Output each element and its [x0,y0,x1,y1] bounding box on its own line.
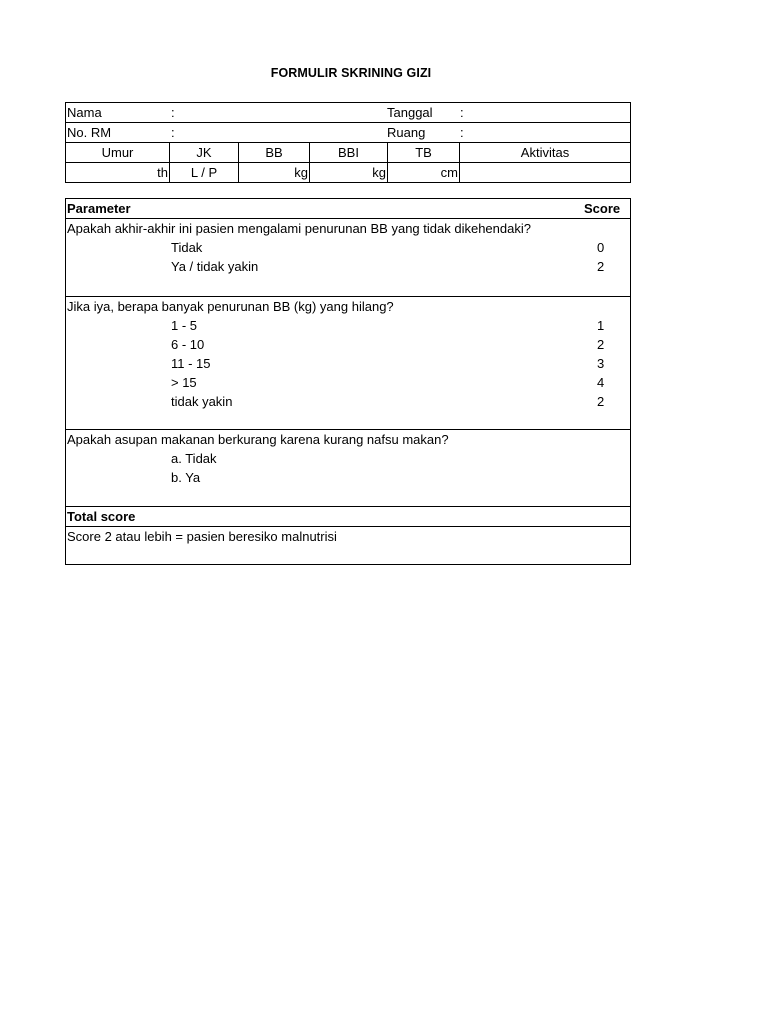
option-row[interactable] [66,316,630,335]
ruang-colon: : [460,125,464,140]
question-2-text: Jika iya, berapa banyak penurunan BB (kg) yang hilang? [67,299,394,314]
option-row[interactable] [66,354,630,373]
norm-field[interactable] [176,123,376,142]
nama-field[interactable] [176,103,376,122]
unit-bbi[interactable]: kg [372,165,386,180]
option-row[interactable] [66,335,630,354]
question-1 [66,218,630,296]
identity-row-norm [66,122,630,142]
score-header: Score [584,201,621,216]
option-score: 0 [597,240,605,255]
total-score-row [66,506,630,526]
option-label: 11 - 15 [171,356,211,371]
header-bbi: BBI [338,145,359,160]
header-aktivitas: Aktivitas [520,145,570,160]
unit-bb[interactable]: kg [294,165,308,180]
option-label: a. Tidak [171,451,217,466]
option-row[interactable] [66,238,630,257]
option-label: > 15 [171,375,197,390]
option-score: 2 [597,259,605,274]
form-title: FORMULIR SKRINING GIZI [270,66,432,80]
option-row[interactable] [66,449,630,468]
option-label: b. Ya [171,470,201,485]
tanggal-label: Tanggal [387,105,433,120]
option-label: Tidak [171,240,203,255]
screening-table [65,198,631,565]
nama-colon: : [171,105,175,120]
ruang-field[interactable] [466,123,626,142]
malnutrition-note: Score 2 atau lebih = pasien beresiko malnutrisi [67,529,337,544]
unit-umur[interactable]: th [157,165,168,180]
question-3-text: Apakah asupan makanan berkurang karena kurang nafsu makan? [67,432,449,447]
nama-label: Nama [67,105,102,120]
note-row [66,526,630,564]
identity-header-row [66,142,630,162]
option-row[interactable] [66,468,630,487]
header-jk: JK [196,145,212,160]
option-label: tidak yakin [171,394,233,409]
option-label: 6 - 10 [171,337,205,352]
total-score-field[interactable] [566,507,626,526]
identity-row-nama [66,103,630,122]
option-score: 1 [597,318,605,333]
unit-aktivitas[interactable] [460,163,630,182]
question-2 [66,296,630,429]
identity-table [65,102,631,183]
unit-jk[interactable]: L / P [190,165,218,180]
ruang-label: Ruang [387,125,426,140]
unit-tb[interactable]: cm [440,165,458,180]
option-score: 4 [597,375,605,390]
option-label: 1 - 5 [171,318,198,333]
option-row[interactable] [66,373,630,392]
total-score-label: Total score [67,509,136,524]
norm-label: No. RM [67,125,112,140]
question-1-text: Apakah akhir-akhir ini pasien mengalami penurunan BB yang tidak dikehendaki? [67,221,531,236]
option-score: 2 [597,337,605,352]
screening-header [66,199,630,218]
norm-colon: : [171,125,175,140]
option-score: 2 [597,394,605,409]
option-row[interactable] [66,392,630,411]
question-3 [66,429,630,506]
header-tb: TB [415,145,432,160]
option-score: 3 [597,356,605,371]
parameter-header: Parameter [67,201,131,216]
tanggal-colon: : [460,105,464,120]
header-bb: BB [265,145,283,160]
tanggal-field[interactable] [466,103,626,122]
identity-units-row [66,162,630,182]
header-umur: Umur [101,145,134,160]
option-row[interactable] [66,257,630,276]
option-label: Ya / tidak yakin [171,259,259,274]
